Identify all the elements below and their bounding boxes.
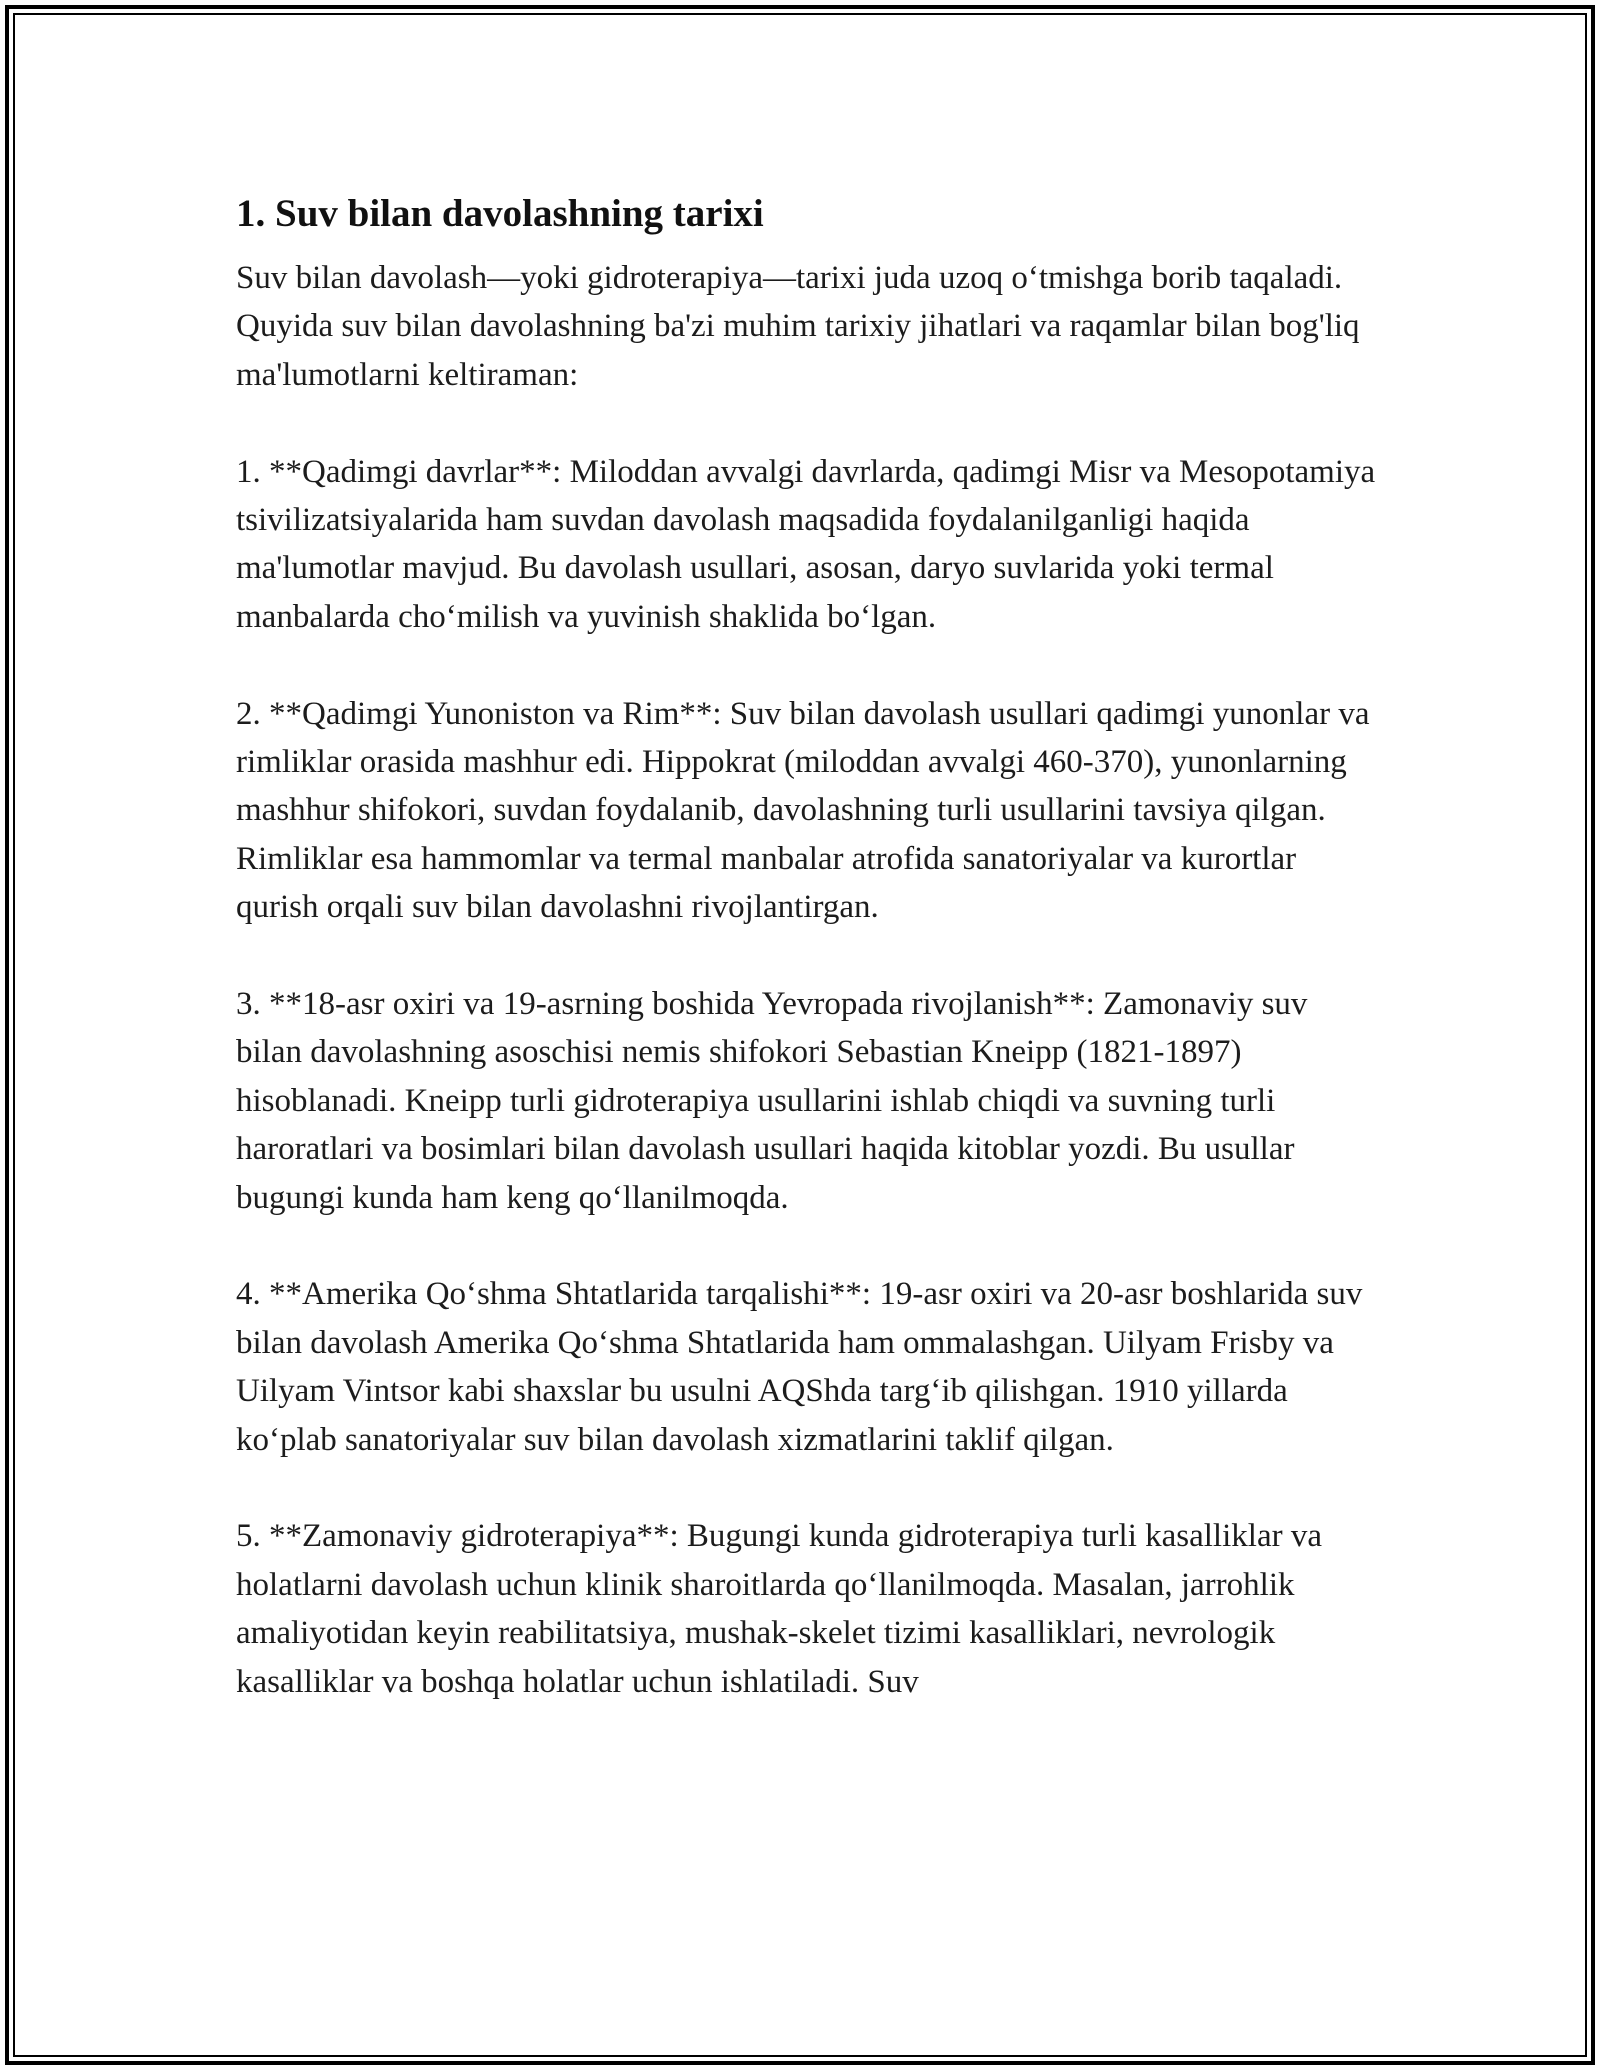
document-title: 1. Suv bilan davolashning tarixi xyxy=(236,192,764,235)
intro-paragraph: Suv bilan davolash—yoki gidroterapiya—tarixi juda uzoq o‘tmishga borib taqaladi. Quyida suv bilan davolashning ba'zi muhim tarixiy jihatlari va raqamlar bilan bog'liq ma'lumotlarni keltiraman: xyxy=(236,260,1360,393)
paragraph-ancient-periods: 1. **Qadimgi davrlar**: Miloddan avvalgi davrlarda, qadimgi Misr va Mesopotamiya tsivilizatsiyalarida ham suvdan davolash maqsadida foydalanilganligi haqida ma'lumotlar mavjud. Bu davolash usullari, asosan, daryo suvlarida yoki termal manbalarda cho‘milish va yuvinish shaklida bo‘lgan. xyxy=(236,453,1376,635)
paragraph-usa-spread: 4. **Amerika Qo‘shma Shtatlarida tarqalishi**: 19-asr oxiri va 20-asr boshlarida suv bilan davolash Amerika Qo‘shma Shtatlarida ham ommalashgan. Uilyam Frisby va Uilyam Vintsor kabi shaxslar bu usulni AQShda targ‘ib qilishgan. 1910 yillarda ko‘plab sanatoriyalar suv bilan davolash xizmatlarini taklif qilgan. xyxy=(236,1276,1363,1458)
document-body xyxy=(236,186,1376,1755)
paragraph-greece-rome: 2. **Qadimgi Yunoniston va Rim**: Suv bilan davolash usullari qadimgi yunonlar va rimliklar orasida mashhur edi. Hippokrat (miloddan avvalgi 460-370), yunonlarning mashhur shifokori, suvdan foydalanib, davolashning turli usullarini tavsiya qilgan. Rimliklar esa hammomlar va termal manbalar atrofida sanatoriyalar va kurortlar qurish orqali suv bilan davolashni rivojlantirgan. xyxy=(236,695,1370,926)
paragraph-europe-development: 3. **18-asr oxiri va 19-asrning boshida Yevropada rivojlanish**: Zamonaviy suv bilan davolashning asoschisi nemis shifokori Sebastian Kneipp (1821-1897) hisoblanadi. Kneipp turli gidroterapiya usullarini ishlab chiqdi va suvning turli haroratlari va bosimlari bilan davolash usullari haqida kitoblar yozdi. Bu usullar bugungi kunda ham keng qo‘llanilmoqda. xyxy=(236,986,1308,1216)
paragraph-modern-hydrotherapy: 5. **Zamonaviy gidroterapiya**: Bugungi kunda gidroterapiya turli kasalliklar va holatlarni davolash uchun klinik sharoitlarda qo‘llanilmoqda. Masalan, jarrohlik amaliyotidan keyin reabilitatsiya, mushak-skelet tizimi kasalliklari, nevrologik kasalliklar va boshqa holatlar uchun ishlatiladi. Suv xyxy=(236,1518,1322,1700)
